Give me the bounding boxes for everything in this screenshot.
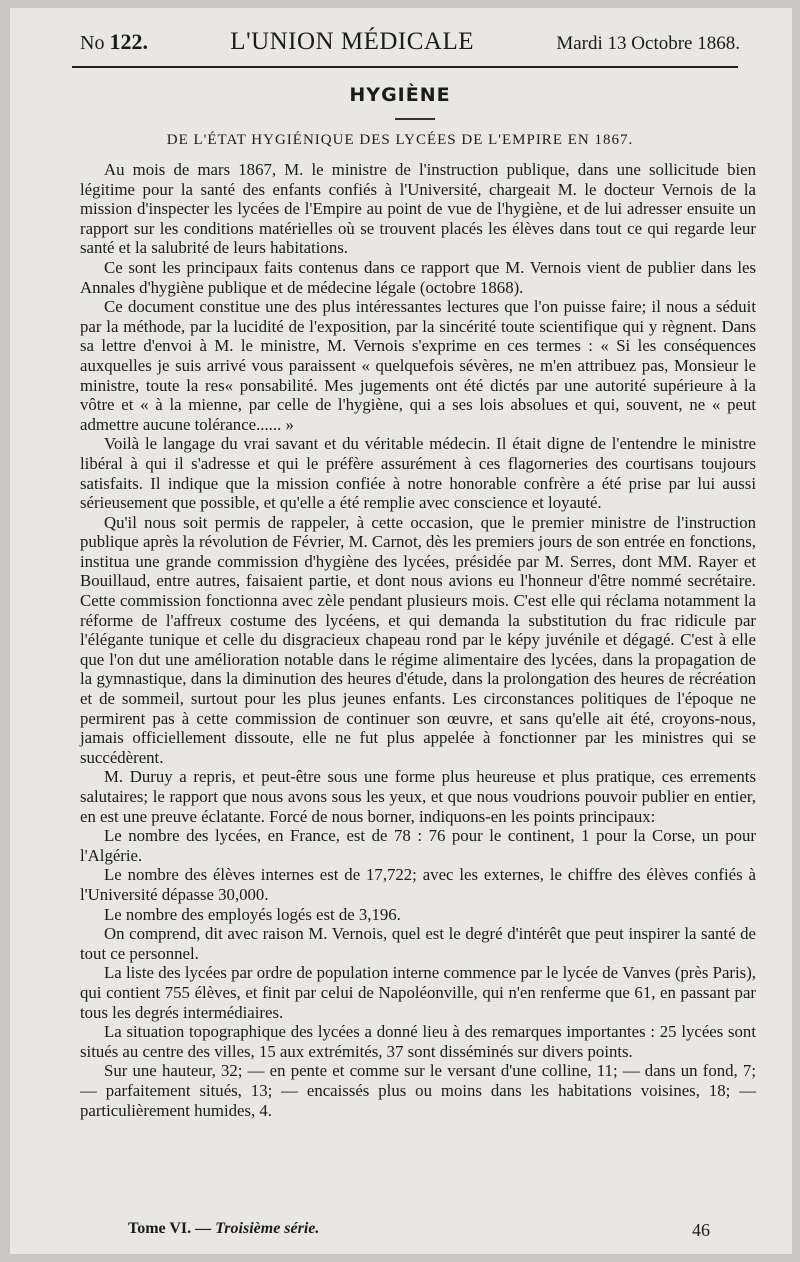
paragraph-text: Ce sont les principaux faits contenus dans ce rapport que M. Vernois vient de publier dans les Annales d'hygiène publique et de médecine légale (octobre 1868). <box>80 257 756 297</box>
page-number: 46 <box>692 1220 710 1240</box>
paragraph: Au mois de mars 1867, M. le ministre de l'instruction publique, dans une sollicitude bien légitime pour la santé des enfants confiés à l'Université, chargeait M. le docteur Vernois de la mission d'inspecter les lycées de l'Empire au point de vue de l'hygiène, et de lui adresser ensuite un rapport sur les conditions matérielles où se trouvent placés les élèves dans tout ce qui regarde leur santé et la salubrité de leurs habitations. <box>80 160 756 258</box>
paragraph: M. Duruy a repris, et peut-être sous une forme plus heureuse et plus pratique, ces errements salutaires; le rapport que nous avons sous les yeux, et que nous voudrions pouvoir publier en entier, en est une preuve éclatante. Forcé de nous borner, indiquons-en les points principaux: <box>80 767 756 826</box>
issue-number <box>80 29 148 55</box>
section-divider <box>395 118 435 120</box>
paragraph: Le nombre des élèves internes est de 17,722; avec les externes, le chiffre des élèves confiés à l'Université dépasse 30,000. <box>80 865 756 904</box>
page-footer <box>128 1220 710 1241</box>
issue-number-label: No <box>80 32 105 54</box>
issue-number-value: 122. <box>109 29 148 54</box>
paragraph: Qu'il nous soit permis de rappeler, à cette occasion, que le premier ministre de l'instruction publique après la révolution de Février, M. Carnot, dès les premiers jours de son entrée en fonctions, institua une grande commission d'hygiène des lycées, présidée par M. Serres, dont MM. Rayer et Bouillaud, entre autres, faisaient partie, et dont nous avions eu l'honneur d'être nommé secrétaire. Cette commission fonctionna avec zèle pendant plusieurs mois. C'est elle qui réclama notamment la réforme de l'affreux costume des lycéens, et qui demanda la substitution du frac ridicule par l'élégante tunique et celle du disgracieux chapeau rond par le képy juvénile et dégagé. C'est à elle que l'on dut une amélioration notable dans le régime alimentaire des lycées, dans la propagation de la gymnastique, dans la diminution des heures d'étude, dans la prolongation des heures de récréation et de sommeil, surtout pour les plus jeunes enfants. Les circonstances politiques de l'époque ne permirent pas à cette commission de continuer son œuvre, et sans qu'elle ait été, croyons-nous, jamais officiellement dissoute, elle ne fut plus appelée à fonctionner par les ministres qui se succédèrent. <box>80 512 756 767</box>
paragraph: Voilà le langage du vrai savant et du véritable médecin. Il était digne de l'entendre le ministre libéral à qui il s'adresse et qui le préfère assurément à ces flagorneries des courtisans toujours satisfaits. Il indique que la mission confiée à notre honorable confrère a été prise par lui aussi sérieusement que possible, et qu'elle a été remplie avec conscience et loyauté. <box>80 434 756 513</box>
footer-volume <box>128 1220 319 1241</box>
paragraph: Sur une hauteur, 32; — en pente et comme sur le versant d'une colline, 11; — dans un fond, 7; — parfaitement situés, 13; — encaissés plus ou moins dans les habitations voisines, 18; — particulièrement humides, 4. <box>80 1061 756 1120</box>
article-body <box>80 160 756 1120</box>
paragraph: Ce document constitue une des plus intéressantes lectures que l'on puisse faire; il nous a séduit par la méthode, par la lucidité de l'exposition, par la sincérité toute scientifique qui y règnent. Dans sa lettre d'envoi à M. le ministre, M. Vernois s'exprime en ces termes : « Si les conséquences auxquelles je suis arrivé vous paraissent « quelquefois sévères, ne m'en attribuez pas, Monsieur le ministre, toute la res« ponsabilité. Mes jugements ont été dictés par une autorité supérieure à la vôtre et « à la mienne, par celle de l'hygiène, qui a ses lois absolues et qui, souvent, ne « peut admettre aucune tolérance...... » <box>80 297 756 434</box>
issue-date: Mardi 13 Octobre 1868. <box>556 33 740 54</box>
running-header <box>80 28 740 58</box>
header-rule <box>72 66 738 68</box>
journal-title: L'UNION MÉDICALE <box>230 28 475 55</box>
paragraph: La situation topographique des lycées a donné lieu à des remarques importantes : 25 lycées sont situés au centre des villes, 15 aux extrémités, 37 sont disséminés sur divers points. <box>80 1022 756 1061</box>
paragraph: On comprend, dit avec raison M. Vernois, quel est le degré d'intérêt que peut inspirer la santé de tout ce personnel. <box>80 924 756 963</box>
section-title: HYGIÈNE <box>349 84 451 106</box>
footer-series: Troisième série. <box>215 1220 320 1237</box>
article-title: DE L'ÉTAT HYGIÉNIQUE DES LYCÉES DE L'EMPIRE EN 1867. <box>166 132 634 148</box>
paragraph: La liste des lycées par ordre de population interne commence par le lycée de Vanves (près Paris), qui contient 755 élèves, et finit par celui de Napoléonville, qui n'en renferme que 61, en passant par tous les degrés intermédiaires. <box>80 963 756 1022</box>
paragraph: Le nombre des lycées, en France, est de 78 : 76 pour le continent, 1 pour la Corse, un pour l'Algérie. <box>80 826 756 865</box>
paragraph <box>80 258 756 297</box>
footer-tome: Tome VI. — <box>128 1220 212 1237</box>
paragraph: Le nombre des employés logés est de 3,196. <box>104 904 401 924</box>
